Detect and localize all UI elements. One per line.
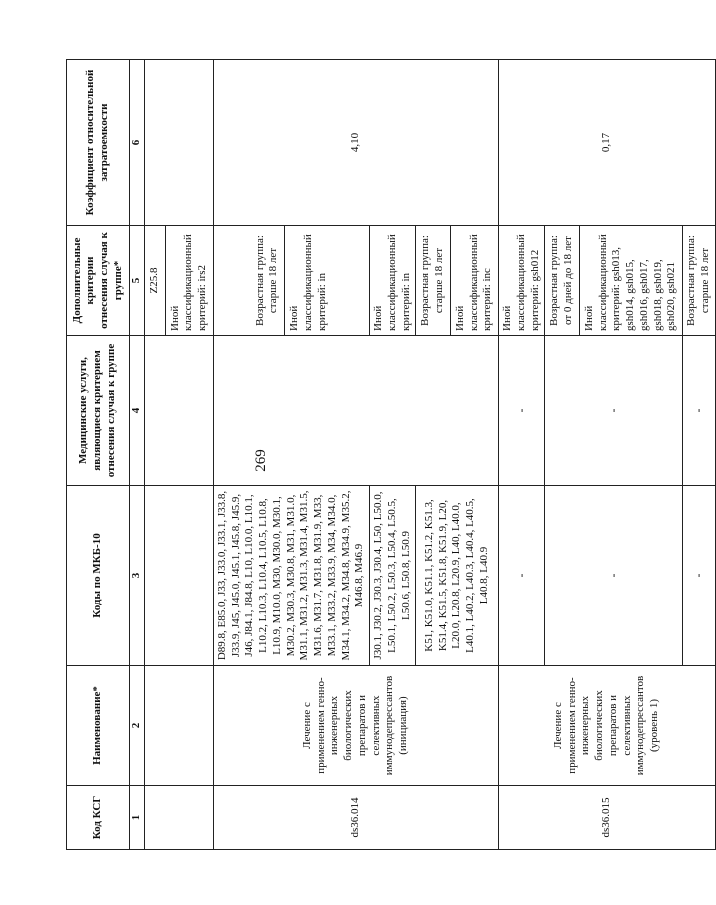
header-coef: Коэффициент относительной затратоемкости — [67, 60, 130, 226]
icd-codes: - — [545, 486, 683, 666]
rotated-table-container — [66, 60, 711, 850]
criteria-text: Иной классификационный критерий: gsh012 — [499, 226, 545, 336]
icd-codes: K51, K51.0, K51.1, K51.2, K51.3, K51.4, K51.5, K51.8, K51.9, L20, L20.0, L20.8, L20.9, L40, L40.0, L40.1, L40.2, L40.3, L40.4, L40.5, L40.8, L40.9 — [416, 486, 499, 666]
services-cell: - — [499, 336, 545, 486]
col-number: 2 — [130, 666, 145, 786]
page-number: 269 — [252, 449, 269, 472]
header-code: Код КСГ — [67, 786, 130, 850]
criteria-cell — [144, 226, 213, 336]
coefficient: 4,10 — [213, 60, 498, 226]
col-number: 5 — [130, 226, 145, 336]
services-cell: - — [545, 336, 683, 486]
header-row — [67, 60, 130, 850]
icd-codes: J30.1, J30.2, J30.3, J30.4, L50, L50.0, L50.1, L50.2, L50.3, L50.4, L50.5, L50.6, L50.8, L50.9 — [370, 486, 416, 666]
criteria-text: Иной классификационный критерий: inc — [453, 234, 494, 331]
col-number: 3 — [130, 486, 145, 666]
criteria-text: Иной классификационный критерий: gsh013, gsh014, gsh015, gsh016, gsh017, gsh018, gsh019, gsh020, gsh021 — [582, 234, 678, 331]
header-criteria: Дополнительные критерии отнесения случая к группе* — [67, 226, 130, 336]
coefficient: 0,17 — [499, 60, 716, 226]
column-number-row — [130, 60, 145, 850]
criteria-text: Иной классификационный критерий: irs2 — [168, 234, 208, 331]
col-number: 1 — [130, 786, 145, 850]
col-number: 4 — [130, 336, 145, 486]
header-services: Медицинские услуги, являющиеся критерием отнесения случая к группе — [67, 336, 130, 486]
criteria-text: Иной классификационный критерий: in — [288, 234, 328, 331]
table-row-continued — [144, 60, 213, 850]
table-row — [213, 60, 369, 850]
criteria-cell — [416, 226, 499, 336]
criteria-text: Возрастная группа: старше 18 лет — [251, 226, 286, 335]
criteria-cell — [545, 226, 683, 336]
col-number: 6 — [130, 60, 145, 226]
ksg-name: Лечение с применением генно-инженерных биологических препаратов и селективных иммунодепрессантов (уровень 1) — [499, 666, 716, 786]
icd-codes: D89.8, E85.0, J33, J33.0, J33.1, J33.8, J33.9, J45, J45.0, J45.1, J45.8, J45.9, J46, J84.1, J84.8, L10, L10.0, L10.1, L10.2, L10.3, L10.4, L10.5, L10.8, L10.9, M10.0, M30, M30.0, M30.1, M30.2, M30.3, M30.8, M31, M31.0, M31.1, M31.2, M31.3, M31.4, M31.5, M31.6, M31.7, M31.8, M31.9, M33, M33.1, M33.2, M33.9, M34, M34.0, M34.1, M34.2, M34.8, M34.9, M35.2, M46.8, M46.9 — [213, 486, 369, 666]
ksg-name: Лечение с применением генно-инженерных биологических препаратов и селективных иммунодепрессантов (инициация) — [213, 666, 498, 786]
ksg-code: ds36.014 — [213, 786, 498, 850]
services-cell — [213, 336, 498, 486]
criteria-text: Иной классификационный критерий: in — [370, 226, 416, 336]
criteria-text: Возрастная группа: старше 18 лет — [683, 226, 716, 336]
criteria-text: Z25.8 — [145, 226, 166, 335]
header-icd: Коды по МКБ-10 — [67, 486, 130, 666]
ksg-table — [66, 59, 716, 850]
ksg-code: ds36.015 — [499, 786, 716, 850]
criteria-text: Возрастная группа: от 0 дней до 18 лет — [545, 226, 580, 335]
criteria-text: Возрастная группа: старше 18 лет — [416, 226, 451, 335]
criteria-cell — [213, 226, 369, 336]
icd-codes: - — [683, 486, 716, 666]
table-row — [499, 60, 545, 850]
icd-codes: - — [499, 486, 545, 666]
header-name: Наименование* — [67, 666, 130, 786]
services-cell: - — [683, 336, 716, 486]
